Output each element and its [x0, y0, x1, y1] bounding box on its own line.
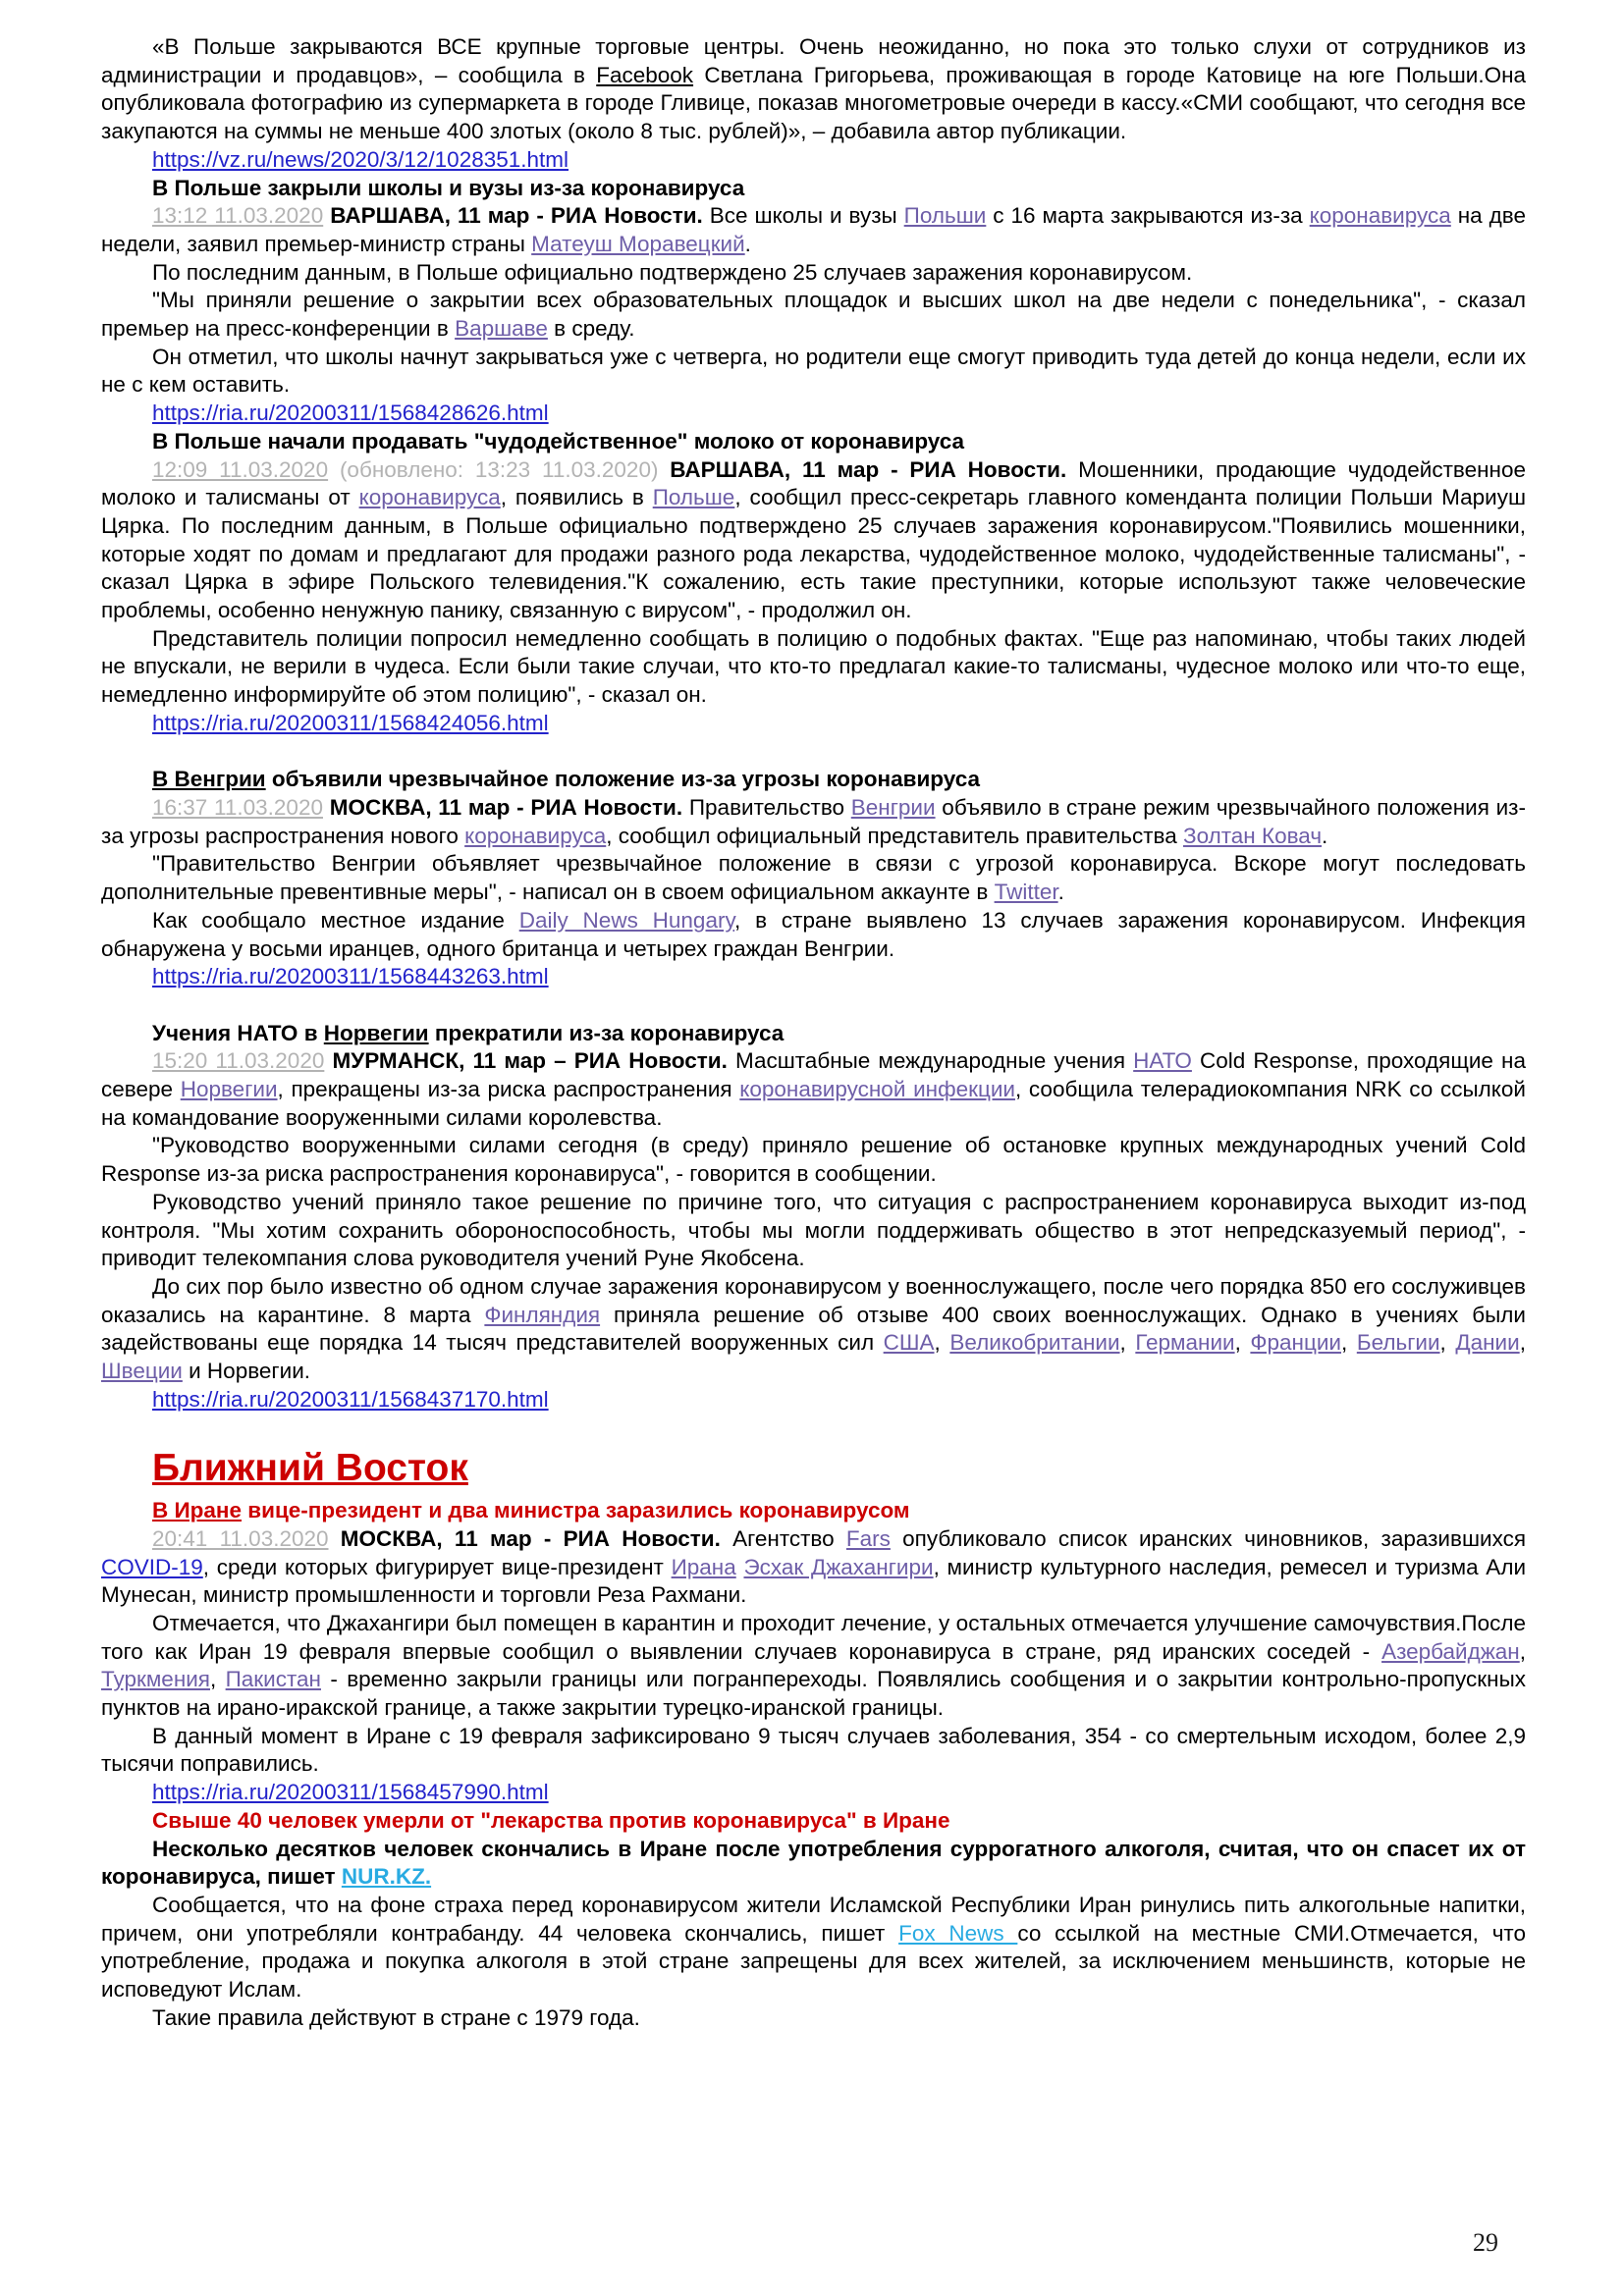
text-run: , появились в: [500, 485, 653, 510]
paragraph: [101, 1525, 1526, 1610]
text-run: "Правительство Венгрии объявляет чрезвычайное положение в связи с угрозой коронавируса. Вскоре могут последовать дополнительные превентивные меры", - написал он в своем официальном аккаунте в: [101, 851, 1526, 905]
text-run: , сообщила телерадиокомпания NRK со ссылкой на командование вооруженными силами королевства.: [101, 1077, 1526, 1130]
text-run: В данный момент в Иране с 19 февраля зафиксировано 9 тысяч случаев заболевания, 354 - со смертельным исходом, более 2,9 тысячи поправились.: [101, 1723, 1526, 1777]
text-run: ,: [210, 1667, 226, 1692]
text-run: , в стране выявлено 13 случаев заражения коронавирусом. Инфекция обнаружена у восьми иранцев, одного британца и четырех граждан Венгрии.: [101, 907, 1526, 961]
external-link[interactable]: NUR.KZ.: [341, 1864, 432, 1890]
article-url-line: [101, 1779, 1526, 1807]
text-run: Все школы и вузы: [702, 203, 904, 229]
hyperlink[interactable]: https://ria.ru/20200311/1568424056.html: [152, 710, 549, 735]
red-underlined-heading-text: Ближний Восток: [152, 1447, 468, 1490]
text-run: ,: [934, 1330, 950, 1356]
text-run: Сообщается, что на фоне страха перед коронавирусом жители Исламской Республики Иран ринулись пить алкогольные напитки, причем, они употребляли контрабанду. 44 человека скончались, пишет: [101, 1893, 1526, 1946]
text-run: ,: [1341, 1330, 1357, 1356]
paragraph: [101, 907, 1526, 963]
inline-link[interactable]: коронавируса: [1309, 203, 1451, 229]
timestamp-link[interactable]: 16:37 11.03.2020: [152, 794, 323, 820]
text-run: Агентство: [720, 1525, 846, 1551]
text-run: .: [1322, 823, 1328, 848]
text-run: [328, 457, 340, 482]
article-headline: [101, 1807, 1526, 1836]
external-link[interactable]: Fox News: [898, 1920, 1018, 1946]
text-run: , среди которых фигурирует вице-президент: [202, 1554, 672, 1579]
hyperlink[interactable]: https://ria.ru/20200311/1568437170.html: [152, 1386, 549, 1412]
inline-link[interactable]: Fars: [845, 1525, 891, 1551]
text-run: [323, 795, 330, 820]
inline-link[interactable]: Финляндия: [484, 1302, 601, 1327]
bold-underlined-text: Норвегии: [323, 1020, 429, 1045]
inline-link[interactable]: Азербайджан: [1381, 1638, 1520, 1664]
article-headline: [101, 175, 1526, 203]
paragraph: [101, 287, 1526, 343]
text-run: - временно закрыли границы или погранпереходы. Появлялись сообщения и о закрытии контрольно-пропускных пунктов на ирано-иракской границе, а также закрытии турецко-иранской границы.: [101, 1667, 1526, 1721]
red-heading-text: Свыше 40 человек умерли от "лекарства против коронавируса" в Иране: [152, 1807, 950, 1833]
inline-link[interactable]: Матеуш Моравецкий: [531, 231, 745, 256]
paragraph: [101, 456, 1526, 625]
paragraph: [101, 344, 1526, 400]
hyperlink[interactable]: https://vz.ru/news/2020/3/12/1028351.html: [152, 146, 569, 172]
inline-link[interactable]: Ирана: [671, 1554, 736, 1579]
bold-text: В Польше начали продавать "чудодейственное" молоко от коронавируса: [152, 428, 965, 454]
inline-link[interactable]: Великобритании: [949, 1330, 1120, 1356]
bold-text: прекратили из-за коронавируса: [428, 1020, 785, 1045]
inline-link[interactable]: Эсхак Джахангири: [743, 1554, 934, 1579]
red-heading-text: вице-президент и два министра заразились коронавирусом: [242, 1498, 910, 1523]
document-body: [101, 33, 1526, 2033]
bold-text: МОСКВА, 11 мар - РИА Новости.: [329, 794, 683, 820]
page-number: 29: [1473, 2228, 1498, 2257]
article-url-line: [101, 710, 1526, 738]
paragraph: [101, 794, 1526, 850]
paragraph: [101, 1836, 1526, 1892]
text-run: , министр культурного наследия, ремесел и туризма Али Мунесан, министр промышленности и торговли Реза Рахмани.: [101, 1554, 1527, 1608]
hyperlink[interactable]: COVID-19: [101, 1554, 203, 1579]
inline-link[interactable]: США: [883, 1330, 935, 1356]
text-run: Масштабные международные учения: [727, 1048, 1134, 1074]
text-run: опубликовало список иранских чиновников, заразившихся: [890, 1525, 1527, 1551]
text-run: Правительство: [682, 794, 851, 820]
article-headline: [101, 428, 1526, 456]
text-run: Мошенники, продающие чудодейственное молоко и талисманы от: [101, 456, 1526, 510]
text-run: До сих пор было известно об одном случае заражения коронавирусом у военнослужащего, после чего порядка 850 его сослуживцев оказались на карантине. 8 марта: [101, 1273, 1526, 1327]
inline-link[interactable]: коронавируса: [464, 823, 607, 848]
bold-text: МОСКВА, 11 мар - РИА Новости.: [340, 1525, 721, 1551]
text-run: с 16 марта закрываются из-за: [986, 203, 1310, 229]
article-headline: [101, 1497, 1526, 1525]
inline-link[interactable]: Польши: [903, 203, 987, 229]
paragraph: [101, 1047, 1526, 1132]
bold-text: МУРМАНСК, 11 мар – РИА Новости.: [332, 1048, 728, 1074]
paragraph: [101, 2004, 1526, 2033]
paragraph: [101, 259, 1526, 288]
inline-link[interactable]: Швеции: [101, 1359, 183, 1384]
bold-text: В Польше закрыли школы и вузы из-за коронавируса: [152, 175, 745, 200]
text-run: Представитель полиции попросил немедленно сообщать в полицию о подобных фактах. "Еще раз напоминаю, чтобы таких людей не впускали, не верили в чудеса. Если были такие случаи, что кто-то предлагал какие-то талисманы, чудесное молоко или что-то еще, немедленно информируйте об этом полицию", - сказал он.: [101, 625, 1526, 708]
timestamp-link[interactable]: 13:12 11.03.2020: [152, 203, 324, 229]
inline-link[interactable]: Туркмения: [101, 1667, 210, 1692]
paragraph: [101, 1132, 1526, 1188]
text-run: "Мы приняли решение о закрытии всех образовательных площадок и высших школ на две недели с понедельника", - сказал премьер на пресс-конференции в: [101, 288, 1526, 342]
inline-link[interactable]: НАТО: [1133, 1048, 1192, 1074]
text-run: Он отметил, что школы начнут закрываться уже с четверга, но родители еще смогут приводить туда детей до конца недели, если их не с кем оставить.: [101, 344, 1526, 398]
text-run: приняла решение об отзыве 400 своих военнослужащих. Однако в учениях были задействованы еще порядка 14 тысяч представителей вооруженных сил: [101, 1302, 1526, 1356]
bold-underlined-text: В Венгрии: [152, 767, 266, 792]
inline-link[interactable]: Twitter: [994, 880, 1058, 905]
article-headline: [101, 1020, 1526, 1048]
inline-link[interactable]: Варшаве: [455, 316, 548, 342]
text-run: со ссылкой на местные СМИ.Отмечается, что употребление, продажа и покупка алкоголя в этой стране запрещены для всех жителей, за исключением меньшинств, которые не исповедуют Ислам.: [101, 1920, 1526, 2002]
text-run: [658, 457, 670, 482]
text-run: Cold Response, проходящие на севере: [101, 1048, 1526, 1102]
text-run: Руководство учений приняло такое решение по причине того, что ситуация с распространением коронавируса выходит из-под контроля. "Мы хотим сохранить обороноспособность, чтобы мы могли поддерживать общество в этот непредсказуемый период", - приводит телекомпания слова руководителя учений Руне Якобсена.: [101, 1189, 1526, 1271]
blank-line: [101, 1414, 1526, 1442]
inline-link[interactable]: Франции: [1250, 1330, 1341, 1356]
article-headline: [101, 766, 1526, 794]
text-run: ,: [1234, 1330, 1251, 1356]
bold-text: объявили чрезвычайное положение из-за угрозы коронавируса: [265, 767, 980, 792]
paragraph: [101, 1273, 1526, 1386]
text-run: «В Польше закрываются ВСЕ крупные торговые центры. Очень неожиданно, но пока это только слухи от сотрудников из администрации и продавцов», – сообщила в: [101, 34, 1526, 87]
timestamp-link[interactable]: 12:09 11.03.2020: [152, 456, 329, 482]
article-url-line: [101, 963, 1526, 991]
bold-text: ВАРШАВА, 11 мар - РИА Новости.: [330, 203, 703, 229]
paragraph: [101, 1610, 1526, 1723]
blank-line: [101, 991, 1526, 1020]
inline-link[interactable]: Дании: [1455, 1330, 1520, 1356]
text-run: "Руководство вооруженными силами сегодня (в среду) приняло решение об остановке крупных международных учений Cold Response из-за риска распространения коронавируса", - говорится в сообщении.: [101, 1133, 1526, 1187]
inline-link[interactable]: Германии: [1135, 1330, 1235, 1356]
bold-text: Несколько десятков человек скончались в Иране после употребления суррогатного алкоголя, считая, что он спасет их от коронавируса, пишет: [101, 1836, 1526, 1890]
blank-line: [101, 738, 1526, 767]
inline-link[interactable]: Бельгии: [1356, 1330, 1440, 1356]
text-run: .: [744, 231, 751, 256]
text-run: и Норвегии.: [182, 1359, 311, 1384]
article-url-line: [101, 400, 1526, 428]
inline-link[interactable]: Венгрии: [850, 794, 936, 820]
inline-link[interactable]: коронавирусной инфекции: [739, 1077, 1015, 1102]
text-run: Как сообщало местное издание: [152, 907, 519, 933]
inline-link[interactable]: Польше: [652, 485, 735, 510]
inline-link[interactable]: коронавируса: [358, 485, 501, 510]
text-run: объявило в стране режим чрезвычайного положения из-за угрозы распространения нового: [101, 794, 1526, 848]
text-run: на две недели, заявил премьер-министр страны: [101, 203, 1526, 256]
article-url-line: [101, 1386, 1526, 1415]
bold-text: ВАРШАВА, 11 мар - РИА Новости.: [670, 456, 1067, 482]
text-run: По последним данным, в Польше официально подтверждено 25 случаев заражения коронавирусом.: [152, 259, 1193, 285]
text-run: [329, 1526, 341, 1551]
hyperlink[interactable]: https://ria.ru/20200311/1568457990.html: [152, 1780, 549, 1805]
timestamp-link[interactable]: 20:41 11.03.2020: [152, 1525, 329, 1551]
text-run: , сообщил официальный представитель правительства: [606, 823, 1183, 848]
text-run: ,: [1519, 1330, 1526, 1356]
text-run: ,: [1519, 1638, 1526, 1664]
text-run: Такие правила действуют в стране с 1979 года.: [152, 2004, 640, 2030]
text-run: .: [1057, 880, 1064, 905]
red-underlined-heading-text: В Иране: [152, 1498, 243, 1523]
paragraph: [101, 1189, 1526, 1273]
hyperlink[interactable]: https://ria.ru/20200311/1568443263.html: [152, 964, 549, 989]
text-run: , сообщил пресс-секретарь главного коменданта полиции Польши Мариуш Цярка. По последним данным, в Польше официально подтверждено 25 случаев заражения коронавирусом."Появились мошенники, которые ходят по домам и предлагают для продажи разного рода лекарства, чудодейственное молоко, чудодейственные талисманы", - сказал Цярка в эфире Польского телевидения."К сожалению, есть такие преступники, которые используют также человеческие проблемы, особенно ненужную панику, связанную с вирусом", - продолжил он.: [101, 485, 1526, 623]
underlined-text: Facebook: [596, 62, 694, 87]
hyperlink[interactable]: https://ria.ru/20200311/1568428626.html: [152, 400, 549, 426]
bold-text: Учения НАТО в: [152, 1020, 324, 1045]
inline-link[interactable]: Норвегии: [180, 1077, 278, 1102]
text-run: Отмечается, что Джахангири был помещен в карантин и проходит лечение, у остальных отмечается улучшение самочувствия.После того как Иран 19 февраля впервые сообщил о выявлении случаев коронавируса в стране, ряд иранских соседей -: [101, 1610, 1526, 1664]
paragraph: [101, 1723, 1526, 1779]
paragraph: [101, 33, 1526, 146]
inline-link[interactable]: Золтан Ковач: [1183, 823, 1323, 848]
updated-timestamp: (обновлено: 13:23 11.03.2020): [339, 456, 659, 482]
section-heading: [101, 1442, 1526, 1495]
text-run: ,: [1439, 1330, 1456, 1356]
inline-link[interactable]: Пакистан: [225, 1667, 321, 1692]
text-run: , прекращены из-за риска распространения: [277, 1077, 740, 1102]
paragraph: [101, 1892, 1526, 2004]
paragraph: [101, 625, 1526, 710]
paragraph: [101, 850, 1526, 906]
timestamp-link[interactable]: 15:20 11.03.2020: [152, 1048, 325, 1074]
article-url-line: [101, 146, 1526, 175]
text-run: в среду.: [547, 316, 635, 342]
text-run: ,: [1119, 1330, 1136, 1356]
paragraph: [101, 202, 1526, 258]
text-run: Светлана Григорьева, проживающая в городе Катовице на юге Польши.Она опубликовала фотографию из супермаркета в городе Гливице, показав многометровые очереди в кассу.«СМИ сообщают, что сегодня все закупаются на суммы не меньше 400 злотых (около 8 тыс. рублей)», – добавила автор публикации.: [101, 62, 1527, 144]
inline-link[interactable]: Daily News Hungary: [518, 907, 735, 933]
